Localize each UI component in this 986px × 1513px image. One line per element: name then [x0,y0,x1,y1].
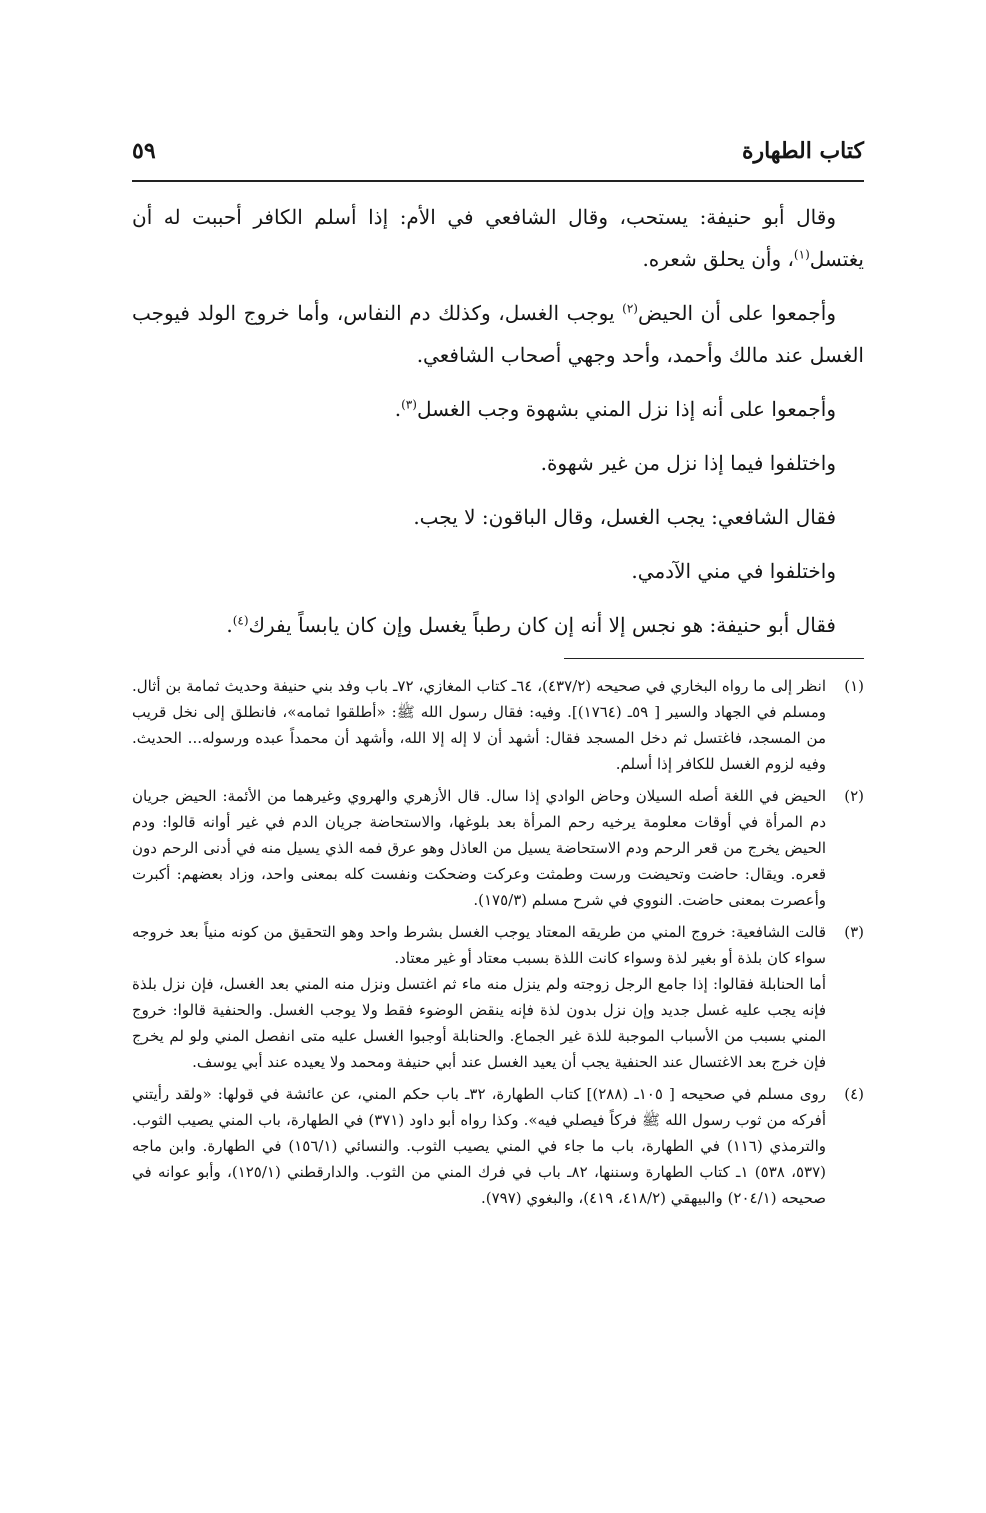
footnote-text: أما الحنابلة فقالوا: إذا جامع الرجل زوجته ولم ينزل منه ماء ثم اغتسل ونزل منه المني بعد الغسل، فإن نزل بلذة فإنه يجب عليه غسل جديد وإن نزل بدون لذة فإنه ينقض الوضوء فقط ولا يوجب الغسل. والحنفية قالوا: خروج المني بسبب من الأسباب الموجبة للذة غير الجماع. والحنابلة أوجبوا الغسل عليه متى انفصل المني ولو لم يخرج فإن خرج بعد الاغتسال عند الحنفية يجب أن يعيد الغسل عند أبي حنيفة ومحمد ولا يعيده عند أبي يوسف. [132,975,826,1071]
main-paragraph: واختلفوا في مني الآدمي. [631,559,836,583]
footnote [132,1081,864,1211]
footnote-text: قالت الشافعية: خروج المني من طريقه المعتاد يوجب الغسل بشرط واحد وهو التحقيق من كونه منياً بعد خروجه سواء كان بلذة أو بغير لذة وسواء كانت اللذة بسبب معتاد أو غير معتاد. [132,923,826,967]
footnote [132,919,864,1075]
main-paragraph: وقال أبو حنيفة: يستحب، وقال الشافعي في الأم: إذا أسلم الكافر أحببت له أن يغتسل$^{(١)}$، وأن يحلق شعره. [132,205,864,271]
footnotes [132,673,864,1211]
footnote-ref[interactable]: (١) [793,247,810,262]
footnote [132,783,864,913]
footnote-ref[interactable]: (٢) [622,301,638,316]
book-page [132,138,864,1217]
footnote-number: (١) [844,677,864,695]
footnote-number: (٤) [844,1085,864,1103]
footnote-text: انظر إلى ما رواه البخاري في صحيحه (٤٣٧/٢)، ٦٤ـ كتاب المغازي، ٧٢ـ باب وفد بني حنيفة وحديث ثمامة بن أثال. ومسلم في الجهاد والسير [ ٥٩ـ (١٧٦٤)]. وفيه: فقال رسول الله ﷺ: «أطلقوا ثمامه»، فانطلق إلى نخل قريب من المسجد، فاغتسل ثم دخل المسجد فقال: أشهد أن لا إله إلا الله، وأشهد أن محمداً عبده ورسوله... الحديث. وفيه لزوم الغسل للكافر إذا أسلم. [132,677,827,773]
book-title: كتاب الطهارة [741,138,864,164]
footnote-ref[interactable]: (٤) [232,613,249,628]
main-paragraph: وأجمعوا على أنه إذا نزل المني بشهوة وجب الغسل$^{(٣)}$. [394,397,836,421]
page-number: ٥٩ [132,138,156,164]
footnote-text: الحيض في اللغة أصله السيلان وحاض الوادي إذا سال. قال الأزهري والهروي وغيرهما من الأئمة: الحيض جريان دم المرأة في أوقات معلومة يرخيه رحم المرأة بعد بلوغها، والاستحاضة جريان الدم في غير أوانه قالوا: ودم الحيض يخرج من قعر الرحم ودم الاستحاضة يسيل من العاذل وهو عرق فمه الذي يسيل منه في أدنى الرحم دون قعره. ويقال: حاضت وتحيضت ورست وطمثت وعركت وضحكت ونفست كله بمعنى واحد، وزاد بعضهم: أكبرت وأعصرت بمعنى حاضت. النووي في شرح مسلم (١٧٥/٣). [132,787,826,909]
footnote-text: روى مسلم في صحيحه [ ١٠٥ـ (٢٨٨)] كتاب الطهارة، ٣٢ـ باب حكم المني، عن عائشة في قولها: «ولقد رأيتني أفركه من ثوب رسول الله ﷺ فركاً فيصلي فيه». وكذا رواه أبو داود (٣٧١) في الطهارة، باب المني يصيب الثوب. والترمذي (١١٦) في الطهارة، باب ما جاء في المني يصيب الثوب. والنسائي (١٥٦/١) في الطهارة. وابن ماجه (٥٣٧، ٥٣٨) ١ـ كتاب الطهارة وسننها، ٨٢ـ باب في فرك المني من الثوب. والدارقطني (١٢٥/١)، وأبو عوانه في صحيحه (٢٠٤/١) والبيهقي (٤١٨/٢، ٤١٩)، والبغوي (٧٩٧). [132,1085,827,1207]
main-paragraph: فقال أبو حنيفة: هو نجس إلا أنه إن كان رطباً يغسل وإن كان يابساً يفرك$^{(٤)}$. [226,613,836,637]
main-text [132,196,864,646]
footnote-number: (٣) [844,923,864,941]
footnote-number: (٢) [844,787,864,805]
page-header [132,138,864,182]
footnote-divider [564,658,864,659]
footnote [132,673,864,777]
main-paragraph: وأجمعوا على أن الحيض$^{(٢)}$ يوجب الغسل، وكذلك دم النفاس، وأما خروج الولد فيوجب الغسل عند مالك وأحمد، وأحد وجهي أصحاب الشافعي. [132,301,864,367]
main-paragraph: واختلفوا فيما إذا نزل من غير شهوة. [540,451,836,475]
main-paragraph: فقال الشافعي: يجب الغسل، وقال الباقون: لا يجب. [413,505,836,529]
footnote-ref[interactable]: (٣) [401,397,417,412]
